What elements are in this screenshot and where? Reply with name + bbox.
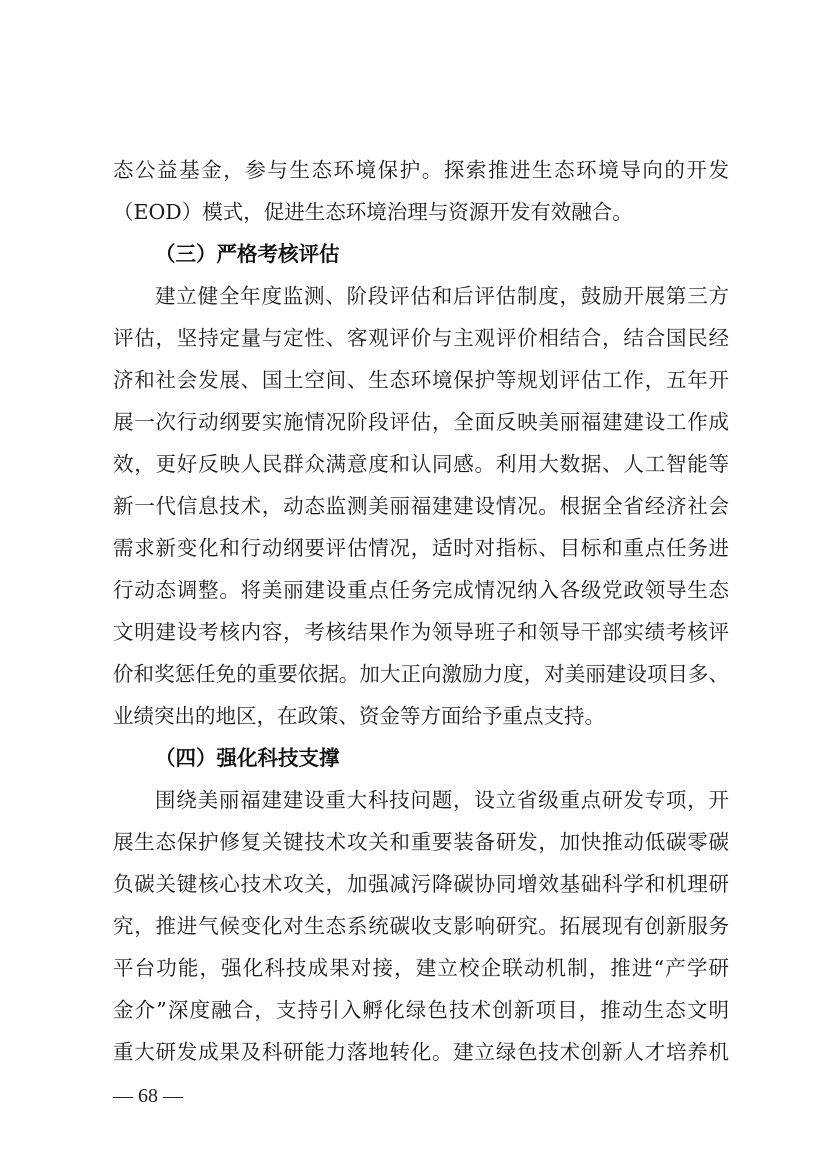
body-text-line: 需求新变化和行动纲要评估情况，适时对指标、目标和重点任务进 <box>113 536 729 560</box>
body-text-line: 价和奖惩任免的重要依据。加大正向激励力度，对美丽建设项目多、 <box>113 662 729 686</box>
body-text-line: （EOD）模式，促进生态环境治理与资源开发有效融合。 <box>113 200 633 224</box>
body-text-line: 围绕美丽福建建设重大科技问题，设立省级重点研发专项，开 <box>155 788 729 812</box>
body-text-line: 究，推进气候变化对生态系统碳收支影响研究。拓展现有创新服务 <box>113 914 729 938</box>
body-text-line: 金介”深度融合，支持引入孵化绿色技术创新项目，推动生态文明 <box>113 998 729 1022</box>
body-text-line: 负碳关键核心技术攻关，加强减污降碳协同增效基础科学和机理研 <box>113 872 729 896</box>
body-text-line: 新一代信息技术，动态监测美丽福建建设情况。根据全省经济社会 <box>113 494 729 518</box>
body-text-line: 平台功能，强化科技成果对接，建立校企联动机制，推进“产学研 <box>113 956 729 980</box>
page-number: — 68 — <box>113 1085 183 1107</box>
body-text-line: 态公益基金，参与生态环境保护。探索推进生态环境导向的开发 <box>113 158 729 182</box>
body-text-line: 展生态保护修复关键技术攻关和重要装备研发，加快推动低碳零碳 <box>113 830 729 854</box>
body-text-line: 业绩突出的地区，在政策、资金等方面给予重点支持。 <box>113 704 605 728</box>
body-text-line: 行动态调整。将美丽建设重点任务完成情况纳入各级党政领导生态 <box>113 578 729 602</box>
body-text-line: 展一次行动纲要实施情况阶段评估，全面反映美丽福建建设工作成 <box>113 410 729 434</box>
body-text-line: 建立健全年度监测、阶段评估和后评估制度，鼓励开展第三方 <box>155 284 729 308</box>
body-text-line: 济和社会发展、国土空间、生态环境保护等规划评估工作，五年开 <box>113 368 729 392</box>
body-text-line: 重大研发成果及科研能力落地转化。建立绿色技术创新人才培养机 <box>113 1040 729 1064</box>
body-text-line: 评估，坚持定量与定性、客观评价与主观评价相结合，结合国民经 <box>113 326 729 350</box>
section-heading-3: （三）严格考核评估 <box>155 242 340 266</box>
section-heading-4: （四）强化科技支撑 <box>155 746 340 770</box>
body-text-line: 文明建设考核内容，考核结果作为领导班子和领导干部实绩考核评 <box>113 620 729 644</box>
body-text-line: 效，更好反映人民群众满意度和认同感。利用大数据、人工智能等 <box>113 452 729 476</box>
